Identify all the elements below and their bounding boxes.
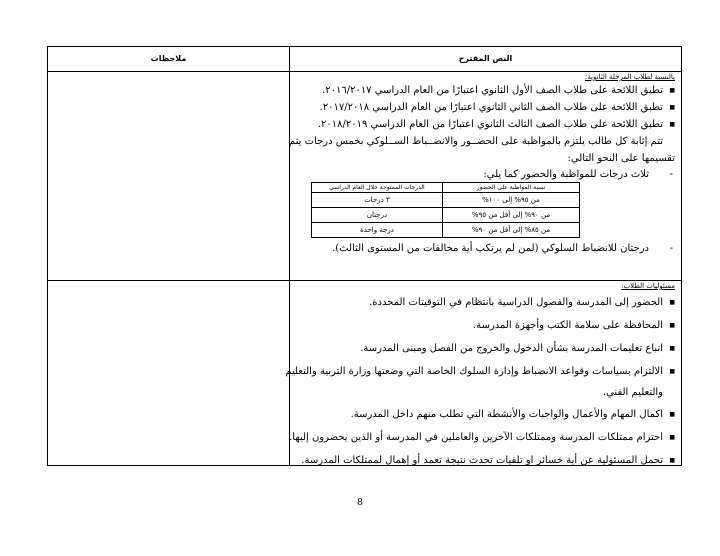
list-item-continuation: والتعليم الفني. bbox=[602, 387, 663, 398]
table-header-row bbox=[48, 47, 681, 72]
section-secondary-stage bbox=[290, 73, 681, 256]
list-item: ■ تطبق اللائحة على طلاب الصف الثاني الثانوي اعتبارًا من العام الدراسي ٢٠١٧/٢٠١٨. bbox=[295, 99, 675, 116]
dash-item-behavior: - درجتان للانضباط السلوكي (لمن لم يرتكب أية مخالفات من المستوى الثالث). bbox=[295, 241, 675, 256]
attendance-rate-header: نسبة المواظبة على الحضور bbox=[443, 183, 580, 193]
attendance-rate-cell: من ٩٠% إلى أقل من ٩٥% bbox=[443, 208, 580, 223]
notes-column-header: ملاحظات bbox=[150, 54, 187, 63]
grades-header: الدرجات الممنوحة خلال العام الدراسي bbox=[312, 183, 443, 193]
attendance-table-header bbox=[312, 183, 580, 193]
grades-cell: ٣ درجات bbox=[312, 193, 443, 208]
section-student-responsibilities bbox=[285, 282, 681, 472]
section2-subheading: مسئوليات الطلاب: bbox=[621, 282, 675, 290]
section1-subheading: بالنسبة لطلاب المرحلة الثانوية: bbox=[584, 73, 675, 81]
list-item: ■ تطبق اللائحة على طلاب الصف الثالث الثانوي اعتبارًا من العام الدراسي ٢٠١٨/٢٠١٩. bbox=[295, 116, 675, 133]
paragraph-line: تقسيمها على النحو التالي: bbox=[567, 153, 675, 164]
list-item: ■ اتباع تعليمات المدرسة بشأن الدخول والخروج من الفصل ومبنى المدرسة. bbox=[295, 337, 675, 360]
document-table bbox=[47, 46, 682, 466]
list-item: ■ الالتزام بسياسات وقواعد الانضباط وإدارة السلوك الخاصة التي وضعتها وزارة التربية والتعليم bbox=[295, 360, 675, 383]
attendance-table bbox=[311, 182, 580, 238]
table-row bbox=[312, 193, 580, 208]
page-number: 8 bbox=[357, 498, 363, 508]
list-item: ■ تحمل المسئولية عن أية خسائر او تلفيات تحدث نتيجة تعمد أو إهمال لممتلكات المدرسة. bbox=[295, 449, 675, 472]
grades-cell: درجة واحدة bbox=[312, 223, 443, 238]
list-item: ■ تطبق اللائحة على طلاب الصف الأول الثانوي اعتبارًا من العام الدراسي ٢٠١٦/٢٠١٧. bbox=[295, 82, 675, 99]
attendance-rate-cell: من ٩٥% إلى ١٠٠% bbox=[443, 193, 580, 208]
table-row bbox=[312, 208, 580, 223]
attendance-rate-cell: من ٨٥% إلى أقل من ٩٠% bbox=[443, 223, 580, 238]
dash-item-attendance: - ثلاث درجات للمواظبة والحضور كما يلي: bbox=[295, 167, 675, 182]
list-item: ■ المحافظة على سلامة الكتب وأجهزة المدرسة. bbox=[295, 314, 675, 337]
row-divider bbox=[48, 280, 681, 281]
list-item: ■ اكمال المهام والأعمال والواجبات والأنشطة التي تطلب منهم داخل المدرسة. bbox=[295, 403, 675, 426]
grades-cell: درجتان bbox=[312, 208, 443, 223]
list-item: ■ الحضور إلى المدرسة والفصول الدراسية بانتظام في التوقيتات المحددة. bbox=[295, 291, 675, 314]
table-row bbox=[312, 223, 580, 238]
proposed-text-column-header: النص المقترح bbox=[458, 54, 513, 63]
list-item: ■ احترام ممتلكات المدرسة وممتلكات الآخرين والعاملين في المدرسة أو الذين يحضرون إليها. bbox=[295, 426, 675, 449]
paragraph-line: تتم إثابة كل طالب يلتزم بالمواظبة على الحضــور والانضــباط الســلوكي بخمس درجات يتم bbox=[288, 136, 663, 147]
